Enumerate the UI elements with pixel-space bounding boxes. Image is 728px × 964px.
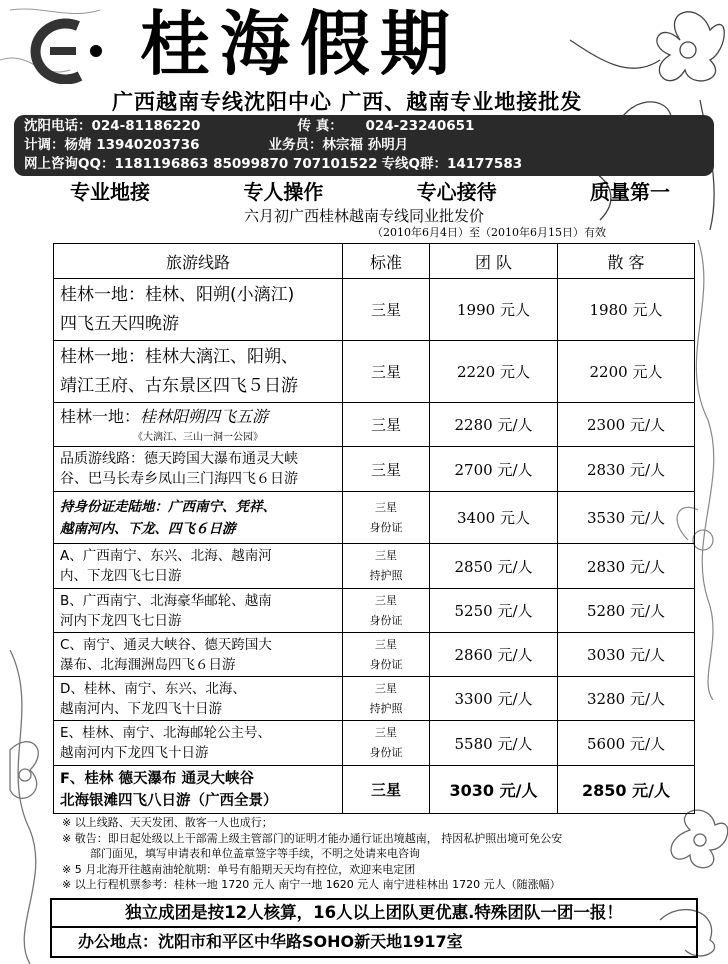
table-row <box>54 633 695 677</box>
slogans <box>70 176 670 205</box>
standard-cell: 三星 身份证 <box>343 589 430 633</box>
contact-row-phone <box>24 117 704 136</box>
route-subtitle: 《大漓江、三山一洞一公园》 <box>133 432 263 443</box>
validity-period: （2010年6月4日）至（2010年6月15日）有效 <box>372 226 606 239</box>
route-line: 桂林一地：桂林、阳朔(小漓江) <box>60 284 295 305</box>
group-price: 1990 元人 <box>430 279 558 341</box>
route-line: 北海银滩四飞八日游（广西全景） <box>60 792 278 809</box>
route-line: 靖江王府、古东景区四飞５日游 <box>60 375 298 396</box>
route-cell <box>54 677 343 721</box>
standard-cell: 三星 身份证 <box>343 633 430 677</box>
route-line: 持身份证走陆地：广西南宁、凭祥、 <box>60 498 276 515</box>
standard-cell: 三星 持护照 <box>343 677 430 721</box>
route-cell <box>54 589 343 633</box>
phone-label: 沈阳电话： <box>24 118 92 134</box>
standard-cell: 三星 <box>343 279 430 341</box>
route-line: C、南宁、通灵大峡谷、德天跨国大 <box>60 636 272 653</box>
route-line: 谷、巴马长寿乡凤山三门海四飞６日游 <box>60 471 298 487</box>
route-line: 品质游线路：德天跨国大瀑布通灵大峡 <box>60 451 298 467</box>
group-price: 3030 元/人 <box>430 766 558 814</box>
standard-cell: 三星 身份证 <box>343 721 430 766</box>
route-line: 内、下龙四飞七日游 <box>60 568 182 584</box>
route-cell <box>54 721 343 766</box>
qq-group-label: 专线Q群： <box>381 156 447 172</box>
group-price: 5580 元/人 <box>430 721 558 766</box>
qq-group-number: 14177583 <box>446 156 523 172</box>
route-line: 越南河内、下龙、四飞６日游 <box>60 520 236 537</box>
route-cell <box>54 766 343 814</box>
individual-price: 3530 元/人 <box>558 492 695 544</box>
table-row <box>54 721 695 766</box>
planner-label: 计调： <box>24 137 65 153</box>
group-policy-banner: 独立成团是按12人核算，16人以上团队更优惠.特殊团队一团一报！ <box>50 898 698 928</box>
table-row <box>54 279 695 341</box>
individual-price: 2850 元/人 <box>558 766 695 814</box>
route-line: F、桂林 德天瀑布 通灵大峡谷 <box>60 770 255 787</box>
sales-label: 业务员： <box>268 137 323 153</box>
table-header-row <box>54 244 695 279</box>
route-cell <box>54 544 343 589</box>
brand-subtitle: 广西越南专线沈阳中心 广西、越南专业地接批发 <box>112 90 583 114</box>
header-individual: 散 客 <box>558 244 695 279</box>
qq-label: 网上咨询QQ： <box>24 156 115 172</box>
note-item: ※ 以上线路、天天发团、散客一人也成行； <box>62 816 273 829</box>
office-address <box>50 928 698 958</box>
standard-cell: 三星 <box>343 403 430 447</box>
table-row <box>54 403 695 447</box>
route-line: 越南河内、下龙四飞十日游 <box>60 700 222 717</box>
id-requirement: 身份证 <box>369 613 403 627</box>
route-line: 越南河内下龙四飞十日游 <box>60 745 209 761</box>
note-item: ※ 以上行程机票参考：桂林一地 1720 元人 南宁一地 1620 元人 南宁进桂林出 1720 元人（随涨幅） <box>62 878 561 891</box>
id-requirement: 身份证 <box>369 657 403 671</box>
route-line: E、桂林、南宁、北海邮轮公主号、 <box>60 725 272 741</box>
standard-cell: 三星 身份证 <box>343 492 430 544</box>
route-line: D、桂林、南宁、东兴、北海、 <box>60 680 246 697</box>
note-item: ※ 5 月北海开往越南油轮航期：单号有船期天天均有控位，欢迎来电定团 <box>62 862 416 876</box>
route-line: 瀑布、北海涠洲岛四飞６日游 <box>60 656 236 673</box>
slogan-2: 专人操作 <box>243 180 324 204</box>
standard-cell: 三星 持护照 <box>343 544 430 589</box>
route-line: 桂林一地： <box>60 407 141 426</box>
table-row-featured <box>54 766 695 814</box>
slogan-3: 专心接待 <box>416 180 497 204</box>
route-line: 河内下龙四飞七日游 <box>60 612 182 629</box>
group-price: 5250 元/人 <box>430 589 558 633</box>
id-requirement: 持护照 <box>369 701 403 715</box>
route-cell <box>54 633 343 677</box>
route-cell <box>54 341 343 403</box>
price-table <box>53 243 695 814</box>
header-standard: 标准 <box>343 244 430 279</box>
table-row <box>54 677 695 721</box>
table-row <box>54 589 695 633</box>
table-row <box>54 544 695 589</box>
individual-price: 5600 元/人 <box>558 721 695 766</box>
header-group: 团 队 <box>430 244 558 279</box>
id-requirement: 身份证 <box>369 746 403 759</box>
id-requirement: 持护照 <box>369 569 403 582</box>
group-price: 3400 元人 <box>430 492 558 544</box>
route-line: B、广西南宁、北海豪华邮轮、越南 <box>60 592 272 609</box>
brand-title: 桂海假期 <box>140 2 460 85</box>
individual-price: 3030 元/人 <box>558 633 695 677</box>
note-item: ※ 敬告：即日起处级以上干部需上级主管部门的证明才能办通行证出境越南， 持因私护照出境可免公安 <box>62 831 563 845</box>
price-list-title: 六月初广西桂林越南专线同业批发价 <box>243 207 484 225</box>
group-price: 3300 元/人 <box>430 677 558 721</box>
individual-price: 2300 元/人 <box>558 403 695 447</box>
individual-price: 2830 元/人 <box>558 544 695 589</box>
slogan-4: 质量第一 <box>589 180 670 204</box>
contact-row-staff <box>24 136 704 155</box>
id-requirement: 身份证 <box>369 520 403 534</box>
individual-price: 5280 元/人 <box>558 589 695 633</box>
individual-price: 2200 元人 <box>558 341 695 403</box>
route-cell <box>54 279 343 341</box>
individual-price: 2830 元/人 <box>558 447 695 492</box>
office-address-text: 沈阳市和平区中华路SOHO新天地1917室 <box>158 932 463 951</box>
individual-price: 1980 元人 <box>558 279 695 341</box>
contact-info-box <box>14 115 714 176</box>
route-cell <box>54 403 343 447</box>
contact-row-qq <box>24 155 704 174</box>
group-price: 2700 元/人 <box>430 447 558 492</box>
fax-number: 024-23240651 <box>365 118 475 134</box>
route-line: 四飞五天四晚游 <box>60 313 179 334</box>
phone-number: 024-81186220 <box>91 118 201 134</box>
table-row <box>54 447 695 492</box>
route-cell <box>54 492 343 544</box>
route-line-italic: 桂林阳朔四飞五游 <box>140 407 269 426</box>
qq-numbers: 1181196863 85099870 707101522 <box>114 156 378 172</box>
company-logo-icon <box>18 18 128 84</box>
sales-names: 林宗福 孙明月 <box>322 137 409 153</box>
slogan-1: 专业地接 <box>70 180 150 204</box>
notes-section <box>62 815 712 893</box>
group-price: 2220 元人 <box>430 341 558 403</box>
fax-label: 传 真： <box>297 118 343 134</box>
office-label: 办公地点： <box>78 932 159 951</box>
standard-cell: 三星 <box>343 766 430 814</box>
planner-name: 杨婧 13940203736 <box>64 137 200 153</box>
group-price: 2850 元/人 <box>430 544 558 589</box>
route-line: 桂林一地：桂林大漓江、阳朔、 <box>60 346 298 367</box>
standard-cell: 三星 <box>343 447 430 492</box>
table-row <box>54 492 695 544</box>
note-item: 部门面见，填写申请表和单位盖章签字等手续，不明之处请来电咨询 <box>90 847 420 860</box>
route-line: A、广西南宁、东兴、北海、越南河 <box>60 548 272 564</box>
group-price: 2860 元/人 <box>430 633 558 677</box>
group-price: 2280 元/人 <box>430 403 558 447</box>
standard-cell: 三星 <box>343 341 430 403</box>
table-row <box>54 341 695 403</box>
route-cell <box>54 447 343 492</box>
individual-price: 3280 元/人 <box>558 677 695 721</box>
header-route: 旅游线路 <box>54 244 343 279</box>
